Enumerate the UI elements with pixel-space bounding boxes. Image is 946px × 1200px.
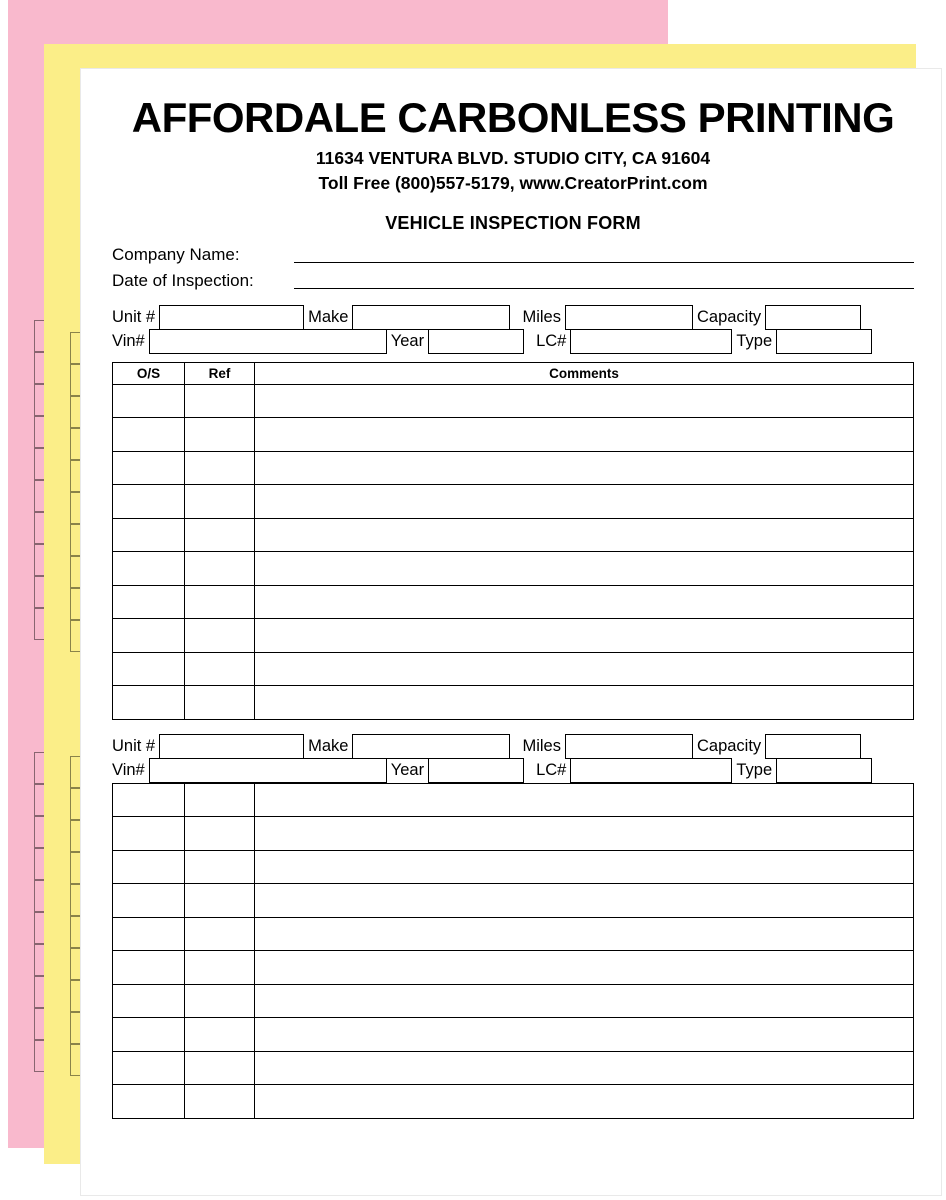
- miles-label: Miles: [522, 308, 561, 327]
- table-row[interactable]: [113, 586, 913, 620]
- unit-input[interactable]: [159, 305, 304, 330]
- cell-os[interactable]: [113, 851, 185, 884]
- cell-comments[interactable]: [255, 619, 913, 652]
- cell-comments[interactable]: [255, 552, 913, 585]
- table-row[interactable]: [113, 985, 913, 1019]
- year-label: Year: [390, 332, 425, 351]
- lc-label: LC#: [536, 332, 567, 351]
- table-row[interactable]: [113, 951, 913, 985]
- cell-ref[interactable]: [185, 452, 255, 485]
- cell-os[interactable]: [113, 1018, 185, 1051]
- cell-comments[interactable]: [255, 985, 913, 1018]
- date-of-inspection-input[interactable]: [294, 274, 914, 289]
- cell-os[interactable]: [113, 784, 185, 817]
- vehicle-inspection-form: [112, 96, 914, 1119]
- table-row[interactable]: [113, 653, 913, 687]
- vehicle-header-block-2: [112, 734, 914, 783]
- miles-input[interactable]: [565, 305, 693, 330]
- cell-ref[interactable]: [185, 1085, 255, 1118]
- make-input[interactable]: [352, 734, 510, 759]
- cell-ref[interactable]: [185, 817, 255, 850]
- company-name-label: Company Name:: [112, 244, 240, 264]
- top-fields: [112, 246, 914, 289]
- table-row[interactable]: [113, 485, 913, 519]
- table-row[interactable]: [113, 1085, 913, 1119]
- company-name-input[interactable]: [294, 248, 914, 263]
- column-header-comments: Comments: [549, 365, 619, 381]
- cell-ref[interactable]: [185, 784, 255, 817]
- unit-label: Unit #: [112, 737, 156, 756]
- date-of-inspection-label: Date of Inspection:: [112, 270, 254, 290]
- cell-os[interactable]: [113, 418, 185, 451]
- cell-os[interactable]: [113, 884, 185, 917]
- vin-label: Vin#: [112, 761, 145, 780]
- year-input[interactable]: [428, 329, 524, 354]
- cell-os[interactable]: [113, 985, 185, 1018]
- table-row[interactable]: [113, 619, 913, 653]
- table-row[interactable]: [113, 452, 913, 486]
- cell-ref[interactable]: [185, 851, 255, 884]
- comments-table-2: [112, 783, 914, 1119]
- cell-comments[interactable]: [255, 918, 913, 951]
- cell-ref[interactable]: [185, 485, 255, 518]
- field-company-name: [112, 246, 914, 263]
- table-row[interactable]: [113, 552, 913, 586]
- cell-ref[interactable]: [185, 552, 255, 585]
- cell-comments[interactable]: [255, 817, 913, 850]
- cell-ref[interactable]: [185, 385, 255, 418]
- make-label: Make: [308, 308, 349, 327]
- type-input[interactable]: [776, 329, 872, 354]
- cell-comments[interactable]: [255, 884, 913, 917]
- vehicle-header-row-1: [112, 305, 914, 330]
- capacity-input[interactable]: [765, 734, 861, 759]
- cell-comments[interactable]: [255, 418, 913, 451]
- cell-os[interactable]: [113, 619, 185, 652]
- capacity-label: Capacity: [696, 308, 762, 327]
- cell-os[interactable]: [113, 552, 185, 585]
- year-label: Year: [390, 761, 425, 780]
- miles-input[interactable]: [565, 734, 693, 759]
- company-title: AFFORDALE CARBONLESS PRINTING: [131, 94, 895, 141]
- cell-ref[interactable]: [185, 519, 255, 552]
- cell-os[interactable]: [113, 951, 185, 984]
- cell-comments[interactable]: [255, 784, 913, 817]
- cell-comments[interactable]: [255, 385, 913, 418]
- unit-label: Unit #: [112, 308, 156, 327]
- type-input[interactable]: [776, 758, 872, 783]
- cell-comments[interactable]: [255, 686, 913, 719]
- column-header-ref: Ref: [185, 363, 255, 384]
- vehicle-header-row-2: [112, 329, 914, 354]
- type-label: Type: [736, 761, 773, 780]
- comments-table-header: [113, 363, 913, 385]
- form-title: VEHICLE INSPECTION FORM: [385, 212, 641, 233]
- cell-ref[interactable]: [185, 884, 255, 917]
- vehicle-header-row-2: [112, 758, 914, 783]
- lc-input[interactable]: [570, 758, 732, 783]
- vin-input[interactable]: [149, 329, 387, 354]
- cell-os[interactable]: [113, 519, 185, 552]
- cell-os[interactable]: [113, 686, 185, 719]
- make-input[interactable]: [352, 305, 510, 330]
- field-date-of-inspection: [112, 272, 914, 289]
- cell-os[interactable]: [113, 1085, 185, 1118]
- cell-comments[interactable]: [255, 1085, 913, 1118]
- cell-os[interactable]: [113, 586, 185, 619]
- table-row[interactable]: [113, 784, 913, 818]
- cell-comments[interactable]: [255, 586, 913, 619]
- cell-comments[interactable]: [255, 1018, 913, 1051]
- cell-comments[interactable]: [255, 485, 913, 518]
- cell-ref[interactable]: [185, 985, 255, 1018]
- table-row[interactable]: [113, 918, 913, 952]
- cell-ref[interactable]: [185, 951, 255, 984]
- cell-ref[interactable]: [185, 918, 255, 951]
- table-row[interactable]: [113, 519, 913, 553]
- cell-os[interactable]: [113, 452, 185, 485]
- cell-os[interactable]: [113, 1052, 185, 1085]
- cell-comments[interactable]: [255, 519, 913, 552]
- table-row[interactable]: [113, 817, 913, 851]
- vin-label: Vin#: [112, 332, 145, 351]
- unit-input[interactable]: [159, 734, 304, 759]
- table-row[interactable]: [113, 385, 913, 419]
- vehicle-header-row-1: [112, 734, 914, 759]
- cell-comments[interactable]: [255, 653, 913, 686]
- comments-table-1: [112, 362, 914, 720]
- capacity-label: Capacity: [696, 737, 762, 756]
- table-row[interactable]: [113, 884, 913, 918]
- column-header-os: O/S: [113, 363, 185, 384]
- table-row[interactable]: [113, 1018, 913, 1052]
- year-input[interactable]: [428, 758, 524, 783]
- cell-ref[interactable]: [185, 586, 255, 619]
- cell-comments[interactable]: [255, 1052, 913, 1085]
- table-row[interactable]: [113, 418, 913, 452]
- cell-os[interactable]: [113, 918, 185, 951]
- table-row[interactable]: [113, 1052, 913, 1086]
- cell-ref[interactable]: [185, 1018, 255, 1051]
- capacity-input[interactable]: [765, 305, 861, 330]
- cell-comments[interactable]: [255, 951, 913, 984]
- cell-ref[interactable]: [185, 686, 255, 719]
- make-label: Make: [308, 737, 349, 756]
- vehicle-header-block-1: [112, 305, 914, 354]
- cell-os[interactable]: [113, 817, 185, 850]
- cell-os[interactable]: [113, 485, 185, 518]
- table-row[interactable]: [113, 851, 913, 885]
- company-contact: Toll Free (800)557-5179, www.CreatorPrint.com: [318, 173, 708, 194]
- cell-os[interactable]: [113, 385, 185, 418]
- cell-ref[interactable]: [185, 619, 255, 652]
- cell-ref[interactable]: [185, 653, 255, 686]
- cell-comments[interactable]: [255, 851, 913, 884]
- cell-ref[interactable]: [185, 418, 255, 451]
- lc-input[interactable]: [570, 329, 732, 354]
- vin-input[interactable]: [149, 758, 387, 783]
- lc-label: LC#: [536, 761, 567, 780]
- table-row[interactable]: [113, 686, 913, 720]
- miles-label: Miles: [522, 737, 561, 756]
- cell-ref[interactable]: [185, 1052, 255, 1085]
- cell-comments[interactable]: [255, 452, 913, 485]
- cell-os[interactable]: [113, 653, 185, 686]
- company-address: 11634 VENTURA BLVD. STUDIO CITY, CA 91604: [315, 148, 711, 169]
- type-label: Type: [736, 332, 773, 351]
